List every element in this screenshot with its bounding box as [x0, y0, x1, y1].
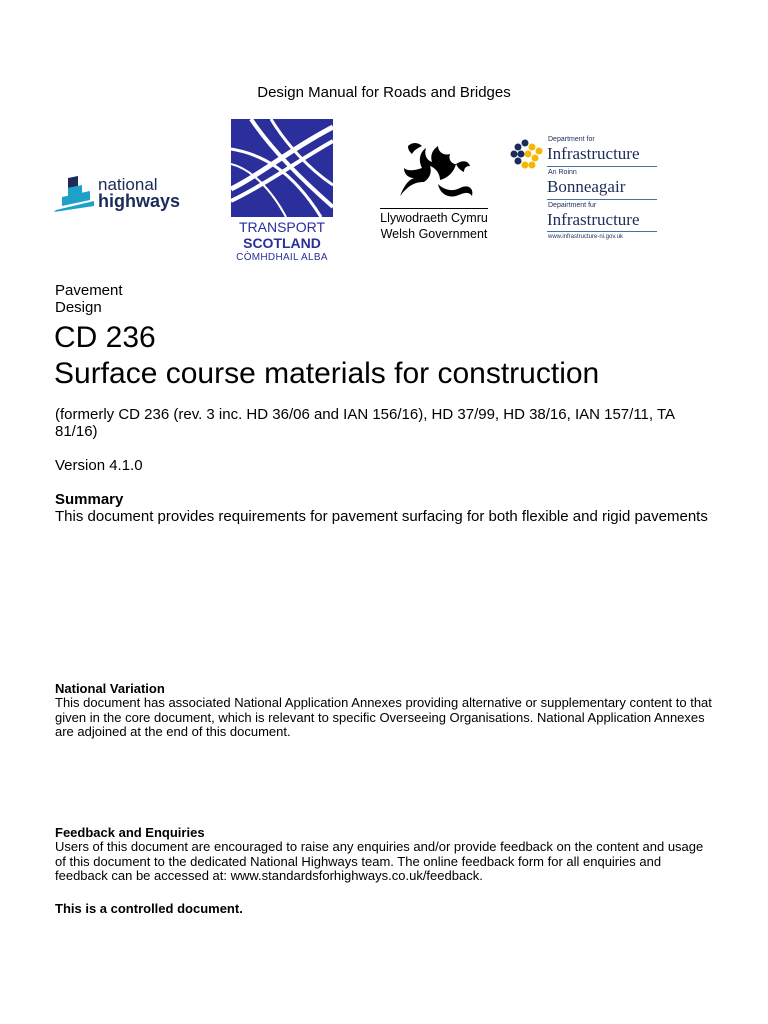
di-small1: Department for [548, 136, 595, 143]
manual-title: Design Manual for Roads and Bridges [257, 84, 511, 101]
road-interchange-icon [231, 119, 333, 217]
summary-text: This document provides requirements for pavement surfacing for both flexible and rigid pavements [55, 508, 708, 525]
di-big3: Infrastructure [547, 210, 640, 229]
nh-logo-line2: highways [98, 191, 181, 211]
feedback-heading: Feedback and Enquiries [55, 825, 205, 840]
feedback-text: Users of this document are encouraged to raise any enquiries and/or provide feedback on the content and usage of this document to the dedicated National Highways team. The online feedback form for all enquiries and feedback can be accessed at: www.standardsforhighways.co.uk/feedback. [55, 839, 704, 883]
di-url: www.infrastructure-ni.gov.uk [548, 234, 623, 240]
di-small2: An Roinn [548, 169, 577, 176]
ts-logo-line1: TRANSPORT [238, 219, 326, 235]
controlled-document-notice: This is a controlled document. [55, 901, 243, 916]
ts-logo-line3: CÒMHDHAIL ALBA [236, 252, 328, 263]
national-highways-logo [54, 170, 204, 220]
section-label-line2: Design [55, 299, 102, 316]
document-title: Surface course materials for construction [54, 357, 600, 390]
transport-scotland-logo [231, 119, 333, 265]
document-code: CD 236 [54, 321, 156, 354]
version-label: Version 4.1.0 [55, 457, 143, 474]
ts-logo-line2: SCOTLAND [243, 235, 321, 251]
national-variation-heading: National Variation [55, 681, 165, 696]
formerly-note: (formerly CD 236 (rev. 3 inc. HD 36/06 and IAN 156/16), HD 37/99, HD 38/16, IAN 157/11, TA 81/16) [55, 406, 675, 440]
dept-infrastructure-logo [510, 136, 660, 246]
welsh-dragon-icon [378, 138, 490, 206]
section-label-line1: Pavement [55, 282, 123, 299]
di-small3: Depairtment fur [548, 202, 597, 209]
national-variation-text: This document has associated National Application Annexes providing alternative or supplementary content to that given in the core document, which is relevant to specific Overseeing Organisations. National Application Annexes are adjoined at the end of this document. [55, 695, 712, 739]
nh-logo-line1: national [98, 175, 158, 194]
di-big2: Bonneagair [547, 177, 626, 196]
wg-logo-line1: Llywodraeth Cymru [380, 211, 488, 225]
national-highways-icon [54, 170, 98, 220]
summary-heading: Summary [55, 491, 124, 508]
di-big1: Infrastructure [547, 144, 640, 163]
welsh-government-logo [378, 138, 490, 248]
hexagon-cluster-icon [510, 138, 544, 172]
wg-logo-line2: Welsh Government [380, 227, 488, 241]
